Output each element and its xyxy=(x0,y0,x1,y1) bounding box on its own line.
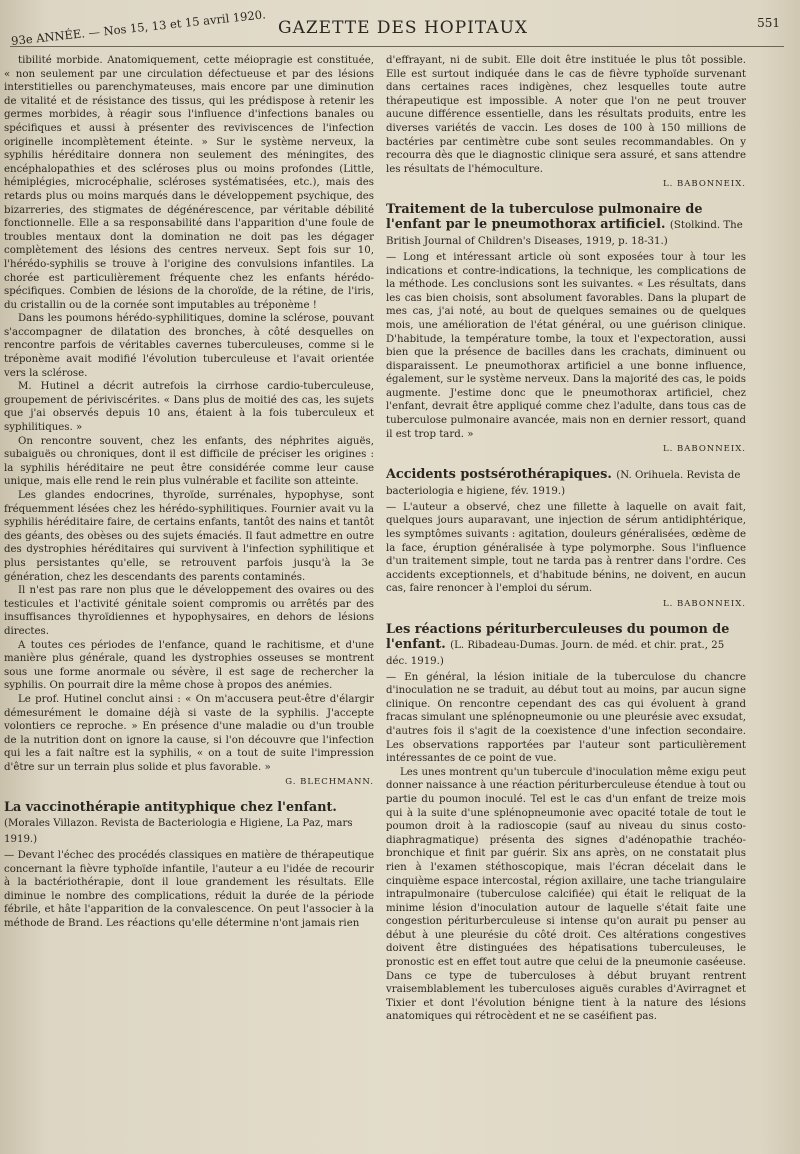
article-text: Les unes montrent qu'un tubercule d'inoculation même exigu peut donner naissance à une réaction périturberculeuse étendue à tout ou partie du poumon inoculé. Tel est le cas d'un enfant de treize mois qui à la suite d'une splénopneumonie avec opacité totale de tout le poumon droit à la radioscopie (sauf au niveau du sinus costo-diaphragmatique) présenta des signes d'adénopathie trachéo-bronchique et finit par guérir. Six ans après, on ne constatait plus rien à l'examen stéthoscopique, mais l'écran décelait dans le cinquième espace intercostal, région axillaire, une tache triangulaire intrapulmonaire (tuberculose calcifiée) qui était le reliquat de la minime lésion d'inoculation autour de laquelle s'était faite une congestion périturberculeuse si intense qu'on aurait pu penser au début à une pleurésie du côté droit. Ces altérations congestives doivent être distinguées des hépatisations tuberculeuses, le pronostic est en effet tout autre que celui de la pneumonie caséeuse. Dans ce type de tuberculoses à début bruyant rentrent vraisemblablement les tuberculoses aiguës curables d'Avirragnet et Tixier et dont l'évolution bénigne tient à la nature des lésions anatomiques qui rétrocèdent et ne se caséifient pas. xyxy=(386,766,746,1023)
article-text: — En général, la lésion initiale de la tuberculose du chancre d'inoculation ne se traduit, au début tout au moins, par aucun signe clinique. On rencontre cependant des cas qui évoluent à grand fracas simulant une splénopneumonie ou une pleurésie avec exsudat, d'autres fois il s'agit de la coexistence d'une infection secondaire. Les observations rapportées par l'auteur sont particulièrement intéressantes de ce point de vue. xyxy=(386,671,746,765)
article-reference: (Stolkind. The British Journal of Children's Diseases, 1919, p. 18-31.) xyxy=(386,219,743,247)
author-signature: G. BLECHMANN. xyxy=(285,777,374,788)
issue-line: 93e ANNÉE. — Nos 15, 13 et 15 avril 1920. xyxy=(10,7,267,48)
page-header xyxy=(10,7,786,48)
journal-title: GAZETTE DES HOPITAUX xyxy=(278,18,529,38)
left-column xyxy=(4,54,374,1139)
header-rule xyxy=(10,46,784,47)
article-title: Traitement de la tuberculose pulmonaire de l'enfant par le pneumothorax artificiel. xyxy=(386,201,703,232)
author-signature: L. BABONNEIX. xyxy=(663,179,746,190)
article-heading xyxy=(386,467,746,499)
article-title: La vaccinothérapie antityphique chez l'enfant. xyxy=(4,800,337,816)
article-text: — Long et intéressant article où sont exposées tour à tour les indications et contre-indications, la technique, les complications de la méthode. Les conclusions sont les suivantes. « Les résultats, dans les cas bien choisis, sont absolument favorables. Dans la plupart de mes cas, j'ai noté, au bout de quelques semaines ou de quelques mois, une amélioration de l'état général, ou une guérison clinique. D'habitude, la température tombe, la toux et l'expectoration, aussi bien que la présence de bacilles dans les crachats, diminuent ou disparaissent. Le pneumothorax artificiel a une bonne influence, également, sur le système nerveux. Dans la majorité des cas, le poids augmente. J'estime donc que le pneumothorax artificiel, chez l'enfant, devrait être appliqué comme chez l'adulte, dans tous cas de tuberculose pulmonaire avancée, mais non en dernier ressort, quand il est trop tard. » xyxy=(386,251,746,440)
page-number: 551 xyxy=(757,16,780,30)
paragraph: M. Hutinel a décrit autrefois la cirrhose cardio-tuberculeuse, groupement de périviscérites. « Dans plus de moitié des cas, les sujets que j'ai observés depuis 10 ans, étaient à la fois tuberculeux et syphilitiques. » xyxy=(4,381,374,434)
paragraph: d'effrayant, ni de subit. Elle doit être instituée le plus tôt possible. Elle est surtout indiquée dans le cas de fièvre typhoïde survenant dans certaines races indigènes, chez lesquelles toute autre thérapeutique est impossible. A noter que l'on ne peut trouver aucune différence essentielle, dans les résultats produits, entre les diverses variétés de vaccin. Les doses de 100 à 150 millions de bactéries par centimètre cube sont seules recommandables. On y recourra dès que le diagnostic clinique sera assuré, et sans attendre les résultats de l'hémoculture. xyxy=(386,55,746,175)
article-reference: (Morales Villazon. Revista de Bacteriologia e Higiene, La Paz, mars 1919.) xyxy=(4,818,353,846)
right-column xyxy=(386,54,746,1139)
paragraph: Le prof. Hutinel conclut ainsi : « On m'accusera peut-être d'élargir démesurément le domaine déjà si vaste de la syphilis. J'accepte volontiers ce reproche. » En présence d'une maladie ou d'un trouble de la nutrition dont on ignore la cause, si l'on découvre que l'infection qui les a fait naître est la syphilis, « on a tout de suite l'impression d'être sur un terrain plus solide et plus favorable. » xyxy=(4,693,374,773)
article-reference: (N. Orihuela. Revista de bacteriologia e higiene, fév. 1919.) xyxy=(386,469,741,497)
author-signature: L. BABONNEIX. xyxy=(663,444,746,455)
paragraph: A toutes ces périodes de l'enfance, quand le rachitisme, et d'une manière plus générale, quand les dystrophies osseuses se montrent sous une forme anormale ou sévère, il est sage de rechercher la syphilis. On pourrait dire la même chose à propos des anémies. xyxy=(4,639,374,692)
paragraph: tibilité morbide. Anatomiquement, cette méiopragie est constituée, « non seulement par une circulation défectueuse et par des lésions interstitielles ou parenchymateuses, mais encore par une diminution de vitalité et de résistance des tissus, qui les prédispose à retenir les germes morbides, à réagir sous l'influence d'infections banales ou spécifiques et aussi à présenter des reviviscences de l'infection originelle incomplètement éteinte. » Sur le système nerveux, la syphilis héréditaire donnera non seulement des méningites, des encéphalopathies et des scléroses plus ou moins profondes (Little, hémiplégies, microcéphalie, scléroses systématisées, etc.), mais des retards plus ou moins marqués dans le développement psychique, des bizarreries, des stigmates de dégénérescence, par véritable débilité fonctionnelle. Elle a sa responsabilité dans l'apparition d'une foule de troubles mentaux dont la domination ne doit pas les dégager complètement des lésions des centres nerveux. Sept fois sur 10, l'hérédo-syphilis se trouve à l'origine des convulsions infantiles. La chorée est particulièrement fréquente chez les enfants hérédo-spécifiques. Combien de lésions de la choroïde, de la rétine, de l'iris, du cristallin ou de la cornée sont imputables au tréponème ! xyxy=(4,55,374,311)
article-text: — Devant l'échec des procédés classiques en matière de thérapeutique concernant la fièvre typhoïde infantile, l'auteur a eu l'idée de recourir à la bactériothérapie, dont il loue grandement les résultats. Elle diminue le nombre des complications, réduit la durée de la période fébrile, et hâte l'apparition de la convalescence. On peut l'associer à la méthode de Brand. Les réactions qu'elle détermine n'ont jamais rien xyxy=(4,850,374,930)
paragraph: Il n'est pas rare non plus que le développement des ovaires ou des testicules et l'activité génitale soient compromis ou arrêtés par des insuffisances thyroïdiennes et hypophysaires, en dehors de lésions directes. xyxy=(4,585,374,637)
article-heading xyxy=(4,800,374,847)
paragraph: Les glandes endocrines, thyroïde, surrénales, hypophyse, sont fréquemment lésées chez les hérédo-syphilitiques. Fournier avait vu la syphilis héréditaire faire, de certains enfants, tantôt des nains et tantôt des géants, des obèses ou des sujets émaciés. Il faut admettre en outre des dystrophies héréditaires qui survivent à l'infection syphilitique et plus persistantes qu'elle, se retrouvent parfois jusqu'à la 3e génération, chez les descendants des parents contaminés. xyxy=(4,490,374,583)
article-heading xyxy=(386,622,746,669)
article-reference: (L. Ribadeau-Dumas. Journ. de méd. et chir. prat., 25 déc. 1919.) xyxy=(386,639,725,667)
article-text: — L'auteur a observé, chez une fillette à laquelle on avait fait, quelques jours auparavant, une injection de sérum antidiphtérique, les symptômes suivants : agitation, douleurs généralisées, œdème de la face, éruption généralisée à type polymorphe. Sous l'influence d'un traitement simple, tout ne tarda pas à rentrer dans l'ordre. Ces accidents exceptionnels, et d'habitude bénins, ne doivent, en aucun cas, faire renoncer à l'emploi du sérum. xyxy=(386,501,746,595)
paragraph: On rencontre souvent, chez les enfants, des néphrites aiguës, subaiguës ou chroniques, dont il est difficile de préciser les origines : la syphilis héréditaire ne peut être considérée comme leur cause unique, mais elle rend le rein plus vulnérable et facilite son atteinte. xyxy=(4,435,374,488)
article-heading xyxy=(386,202,746,249)
article-title: Les réactions périturberculeuses du poumon de l'enfant. xyxy=(386,621,730,652)
author-signature: L. BABONNEIX. xyxy=(663,599,746,609)
article-title: Accidents postsérothérapiques. xyxy=(386,466,612,482)
paragraph: Dans les poumons hérédo-syphilitiques, domine la sclérose, pouvant s'accompagner de dilatation des bronches, à côté desquelles on rencontre parfois de véritables cavernes tuberculeuses, comme si le tréponème avait modifié l'évolution tuberculeuse et l'avait orientée vers la sclérose. xyxy=(4,313,374,379)
